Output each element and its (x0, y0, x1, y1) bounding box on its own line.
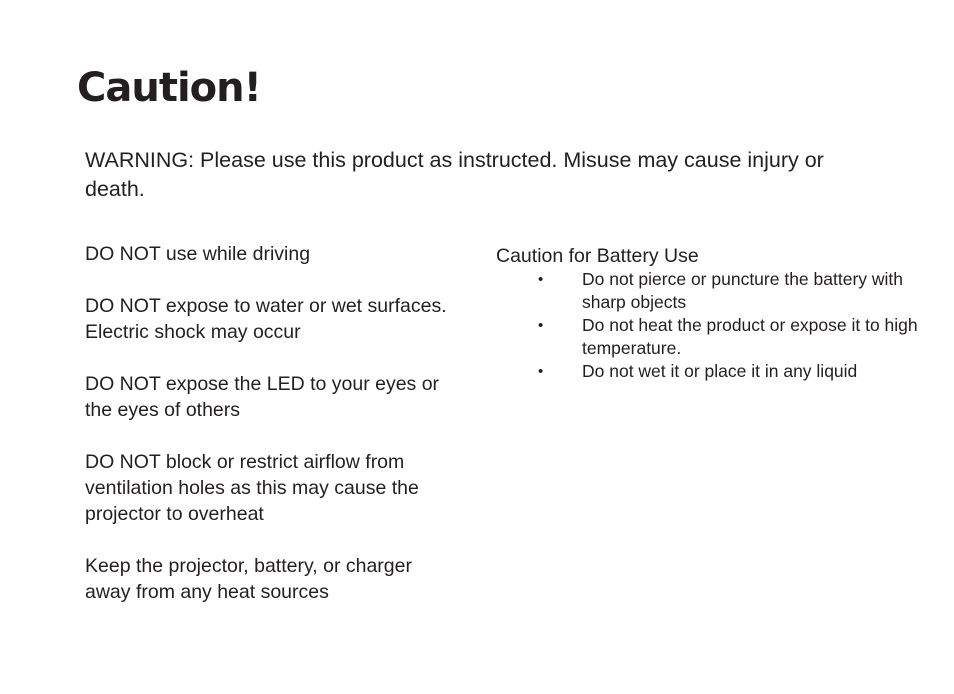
bullet-icon: • (538, 363, 544, 380)
battery-cautions-heading: Caution for Battery Use (496, 245, 699, 267)
general-cautions-list (85, 241, 455, 631)
bullet-icon: • (538, 271, 544, 288)
battery-item-text: Do not wet it or place it in any liquid (582, 361, 858, 381)
battery-item-pierce (496, 268, 936, 314)
caution-item-led: DO NOT expose the LED to your eyes or the eyes of others (85, 373, 440, 421)
caution-item-heat-sources: Keep the projector, battery, or charger away from any heat sources (85, 555, 412, 603)
caution-item-airflow: DO NOT block or restrict airflow from ventilation holes as this may cause the projector to overheat (85, 451, 419, 525)
battery-item-text: Do not pierce or puncture the battery with sharp objects (582, 269, 904, 312)
caution-item-water: DO NOT expose to water or wet surfaces. Electric shock may occur (85, 295, 447, 343)
battery-item-liquid (496, 360, 936, 383)
battery-cautions-list (496, 268, 936, 383)
caution-item-driving: DO NOT use while driving (85, 243, 311, 265)
battery-cautions-section (496, 244, 936, 383)
warning-text: WARNING: Please use this product as instructed. Misuse may cause injury or death. (85, 148, 824, 201)
page-title: Caution! (77, 65, 261, 111)
bullet-icon: • (538, 317, 544, 334)
battery-item-text: Do not heat the product or expose it to high temperature. (582, 315, 918, 358)
battery-item-heat (496, 314, 936, 360)
